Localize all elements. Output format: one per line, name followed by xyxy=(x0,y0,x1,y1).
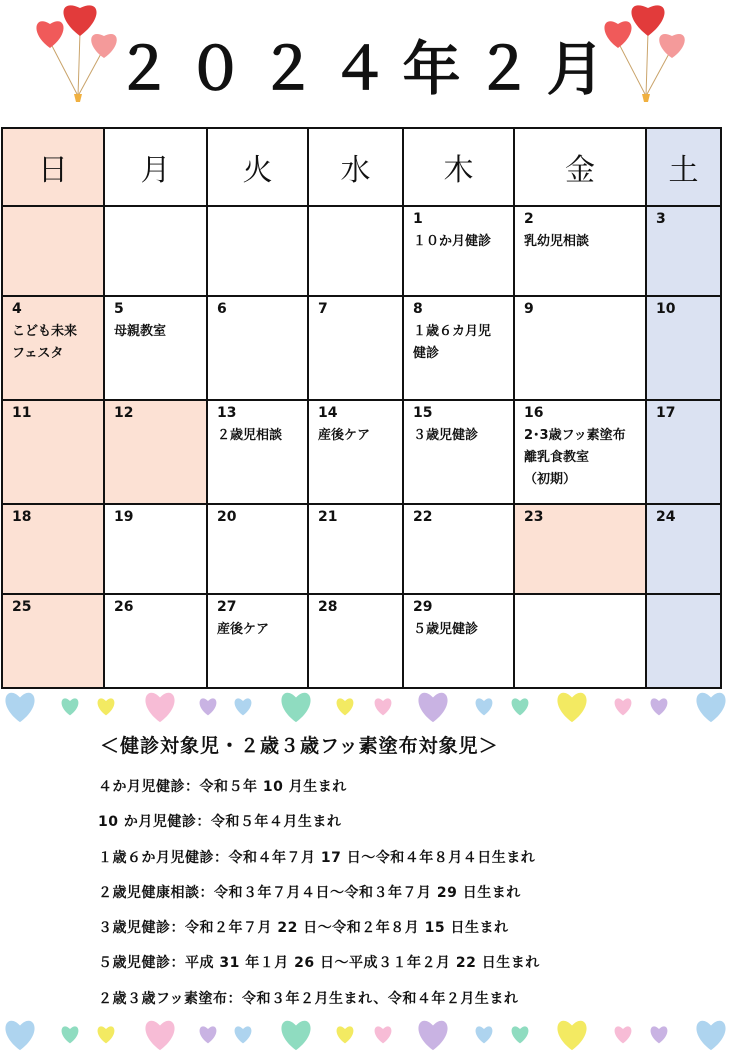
day-number: 4 xyxy=(12,301,22,317)
heart-icon xyxy=(281,1021,310,1050)
day-events xyxy=(647,599,720,603)
eligibility-line: 10 か月児健診：令和５年４月生まれ xyxy=(98,814,342,831)
calendar-day-cell xyxy=(104,504,207,594)
day-events xyxy=(515,599,645,603)
heart-icon xyxy=(337,1026,354,1043)
day-events: １０か月健診 xyxy=(413,234,492,249)
day-events: １歳６カ月児 健診 xyxy=(413,324,492,361)
day-events xyxy=(105,211,206,215)
day-events xyxy=(309,615,402,619)
calendar-day-cell xyxy=(207,400,308,504)
day-number: 28 xyxy=(318,599,338,615)
day-events xyxy=(309,317,402,321)
calendar-week-row xyxy=(2,400,721,504)
weekday-header: 木 xyxy=(403,128,514,206)
info-heading: ＜健診対象児・２歳３歳フッ素塗布対象児＞ xyxy=(100,735,499,757)
heart-icon xyxy=(418,693,447,722)
heart-icon xyxy=(98,698,115,715)
calendar-day-cell xyxy=(646,504,721,594)
day-number: 20 xyxy=(217,509,237,525)
calendar-day-cell xyxy=(308,400,403,504)
heart-icon xyxy=(615,1026,632,1043)
day-number: 17 xyxy=(656,405,676,421)
day-events xyxy=(3,211,103,215)
heart-icon xyxy=(651,1026,668,1043)
day-number: 7 xyxy=(318,301,328,317)
day-number: 21 xyxy=(318,509,338,525)
day-number: 3 xyxy=(656,211,666,227)
day-number: 27 xyxy=(217,599,237,615)
day-events xyxy=(647,227,720,231)
day-number: 14 xyxy=(318,405,338,421)
calendar-day-cell xyxy=(403,594,514,688)
day-events: ２歳児相談 xyxy=(217,428,283,443)
day-number: 15 xyxy=(413,405,433,421)
day-events: ３歳児健診 xyxy=(413,428,479,443)
day-events: ５歳児健診 xyxy=(413,622,479,637)
heart-icon xyxy=(337,698,354,715)
weekday-header: 水 xyxy=(308,128,403,206)
day-events xyxy=(309,211,402,215)
day-events xyxy=(647,421,720,425)
heart-icon xyxy=(62,1026,79,1043)
day-number: 11 xyxy=(12,405,32,421)
calendar-day-cell xyxy=(646,296,721,400)
day-number: 24 xyxy=(656,509,676,525)
calendar-day-cell xyxy=(2,594,104,688)
eligibility-line: ２歳児健康相談：令和３年７月４日～令和３年７月 29 日生まれ xyxy=(98,884,521,901)
heart-icon xyxy=(5,693,34,722)
day-number: 22 xyxy=(413,509,433,525)
heart-icon xyxy=(145,1021,174,1050)
calendar-day-cell xyxy=(207,504,308,594)
day-events xyxy=(3,615,103,619)
heart-icon xyxy=(5,1021,34,1050)
heart-icon xyxy=(696,1021,725,1050)
eligibility-line: １歳６か月児健診：令和４年７月 17 日～令和４年８月４日生まれ xyxy=(98,849,536,866)
day-events xyxy=(208,525,307,529)
heart-icon xyxy=(651,698,668,715)
heart-icon xyxy=(375,698,392,715)
calendar-day-cell xyxy=(207,206,308,296)
heart-icon xyxy=(512,698,529,715)
day-number: 19 xyxy=(114,509,134,525)
day-events: 2･3歳フッ素塗布 離乳食教室 （初期） xyxy=(524,428,626,487)
calendar-day-cell xyxy=(514,504,646,594)
day-events xyxy=(515,525,645,529)
heart-icon xyxy=(200,698,217,715)
day-events xyxy=(404,525,513,529)
heart-icon xyxy=(418,1021,447,1050)
heart-icon xyxy=(235,698,252,715)
day-number: 23 xyxy=(524,509,544,525)
eligibility-line: ５歳児健診：平成 31 年１月 26 日～平成３１年２月 22 日生まれ xyxy=(98,955,540,972)
weekday-header: 日 xyxy=(2,128,104,206)
calendar-day-cell xyxy=(514,296,646,400)
day-number: 8 xyxy=(413,301,423,317)
heart-icon xyxy=(615,698,632,715)
day-events xyxy=(208,211,307,215)
calendar-day-cell xyxy=(2,400,104,504)
day-number: 13 xyxy=(217,405,237,421)
day-number: 9 xyxy=(524,301,534,317)
day-number: 16 xyxy=(524,405,544,421)
day-events: 母親教室 xyxy=(114,324,167,339)
heart-icon xyxy=(235,1026,252,1043)
calendar-day-cell xyxy=(104,594,207,688)
calendar-week-row xyxy=(2,594,721,688)
day-events xyxy=(515,317,645,321)
day-number: 26 xyxy=(114,599,134,615)
calendar-day-cell xyxy=(308,296,403,400)
eligibility-line: ３歳児健診：令和２年７月 22 日～令和２年８月 15 日生まれ xyxy=(98,920,509,937)
day-events xyxy=(647,525,720,529)
calendar-day-cell xyxy=(403,400,514,504)
calendar-day-cell xyxy=(308,594,403,688)
calendar-day-cell xyxy=(104,206,207,296)
calendar-day-cell xyxy=(403,296,514,400)
day-events xyxy=(3,421,103,425)
day-number: 12 xyxy=(114,405,134,421)
weekday-header: 火 xyxy=(207,128,308,206)
heart-icon xyxy=(476,698,493,715)
day-number: 5 xyxy=(114,301,124,317)
weekday-header: 金 xyxy=(514,128,646,206)
page-title: ２０２４年２月 xyxy=(114,35,619,103)
calendar-day-cell xyxy=(104,400,207,504)
heart-icon xyxy=(476,1026,493,1043)
day-number: 6 xyxy=(217,301,227,317)
heart-icon xyxy=(557,1021,586,1050)
day-events xyxy=(309,525,402,529)
calendar-day-cell xyxy=(646,400,721,504)
calendar-week-row xyxy=(2,206,721,296)
heart-icon xyxy=(200,1026,217,1043)
day-events xyxy=(647,317,720,321)
calendar-day-cell xyxy=(646,206,721,296)
calendar-day-cell xyxy=(104,296,207,400)
day-events: こども未来 フェスタ xyxy=(12,324,78,361)
heart-icon xyxy=(62,698,79,715)
heart-border xyxy=(0,1014,733,1054)
heart-icon xyxy=(145,693,174,722)
calendar-week-row xyxy=(2,296,721,400)
calendar-day-cell xyxy=(207,594,308,688)
weekday-header-row xyxy=(2,128,721,206)
heart-icon xyxy=(98,1026,115,1043)
calendar-day-cell xyxy=(2,296,104,400)
day-events xyxy=(105,421,206,425)
heart-icon xyxy=(557,693,586,722)
eligibility-line: ２歳３歳フッ素塗布：令和３年２月生まれ、令和４年２月生まれ xyxy=(98,990,519,1007)
calendar-day-cell xyxy=(2,504,104,594)
day-number: 10 xyxy=(656,301,676,317)
calendar-day-cell xyxy=(2,206,104,296)
calendar-day-cell xyxy=(514,206,646,296)
day-events xyxy=(208,317,307,321)
day-number: 18 xyxy=(12,509,32,525)
calendar-day-cell xyxy=(308,504,403,594)
calendar-day-cell xyxy=(308,206,403,296)
heart-icon xyxy=(281,693,310,722)
day-events xyxy=(3,525,103,529)
day-number: 25 xyxy=(12,599,32,615)
calendar-day-cell xyxy=(514,400,646,504)
day-events xyxy=(105,525,206,529)
calendar-day-cell xyxy=(207,296,308,400)
day-number: 29 xyxy=(413,599,433,615)
eligibility-list xyxy=(98,778,540,1025)
calendar-grid xyxy=(1,127,722,689)
heart-icon xyxy=(696,693,725,722)
day-events: 産後ケア xyxy=(217,622,270,637)
calendar-week-row xyxy=(2,504,721,594)
eligibility-line: ４か月児健診：令和５年 10 月生まれ xyxy=(98,779,347,795)
heart-icon xyxy=(375,1026,392,1043)
heart-icon xyxy=(512,1026,529,1043)
weekday-header: 土 xyxy=(646,128,721,206)
weekday-header: 月 xyxy=(104,128,207,206)
calendar-day-cell xyxy=(403,504,514,594)
day-events: 乳幼児相談 xyxy=(524,234,590,249)
day-events: 産後ケア xyxy=(318,428,371,443)
calendar-day-cell xyxy=(403,206,514,296)
day-events xyxy=(105,615,206,619)
heart-border xyxy=(0,686,733,726)
calendar-day-cell xyxy=(514,594,646,688)
day-number: 2 xyxy=(524,211,534,227)
calendar-day-cell xyxy=(646,594,721,688)
day-number: 1 xyxy=(413,211,423,227)
